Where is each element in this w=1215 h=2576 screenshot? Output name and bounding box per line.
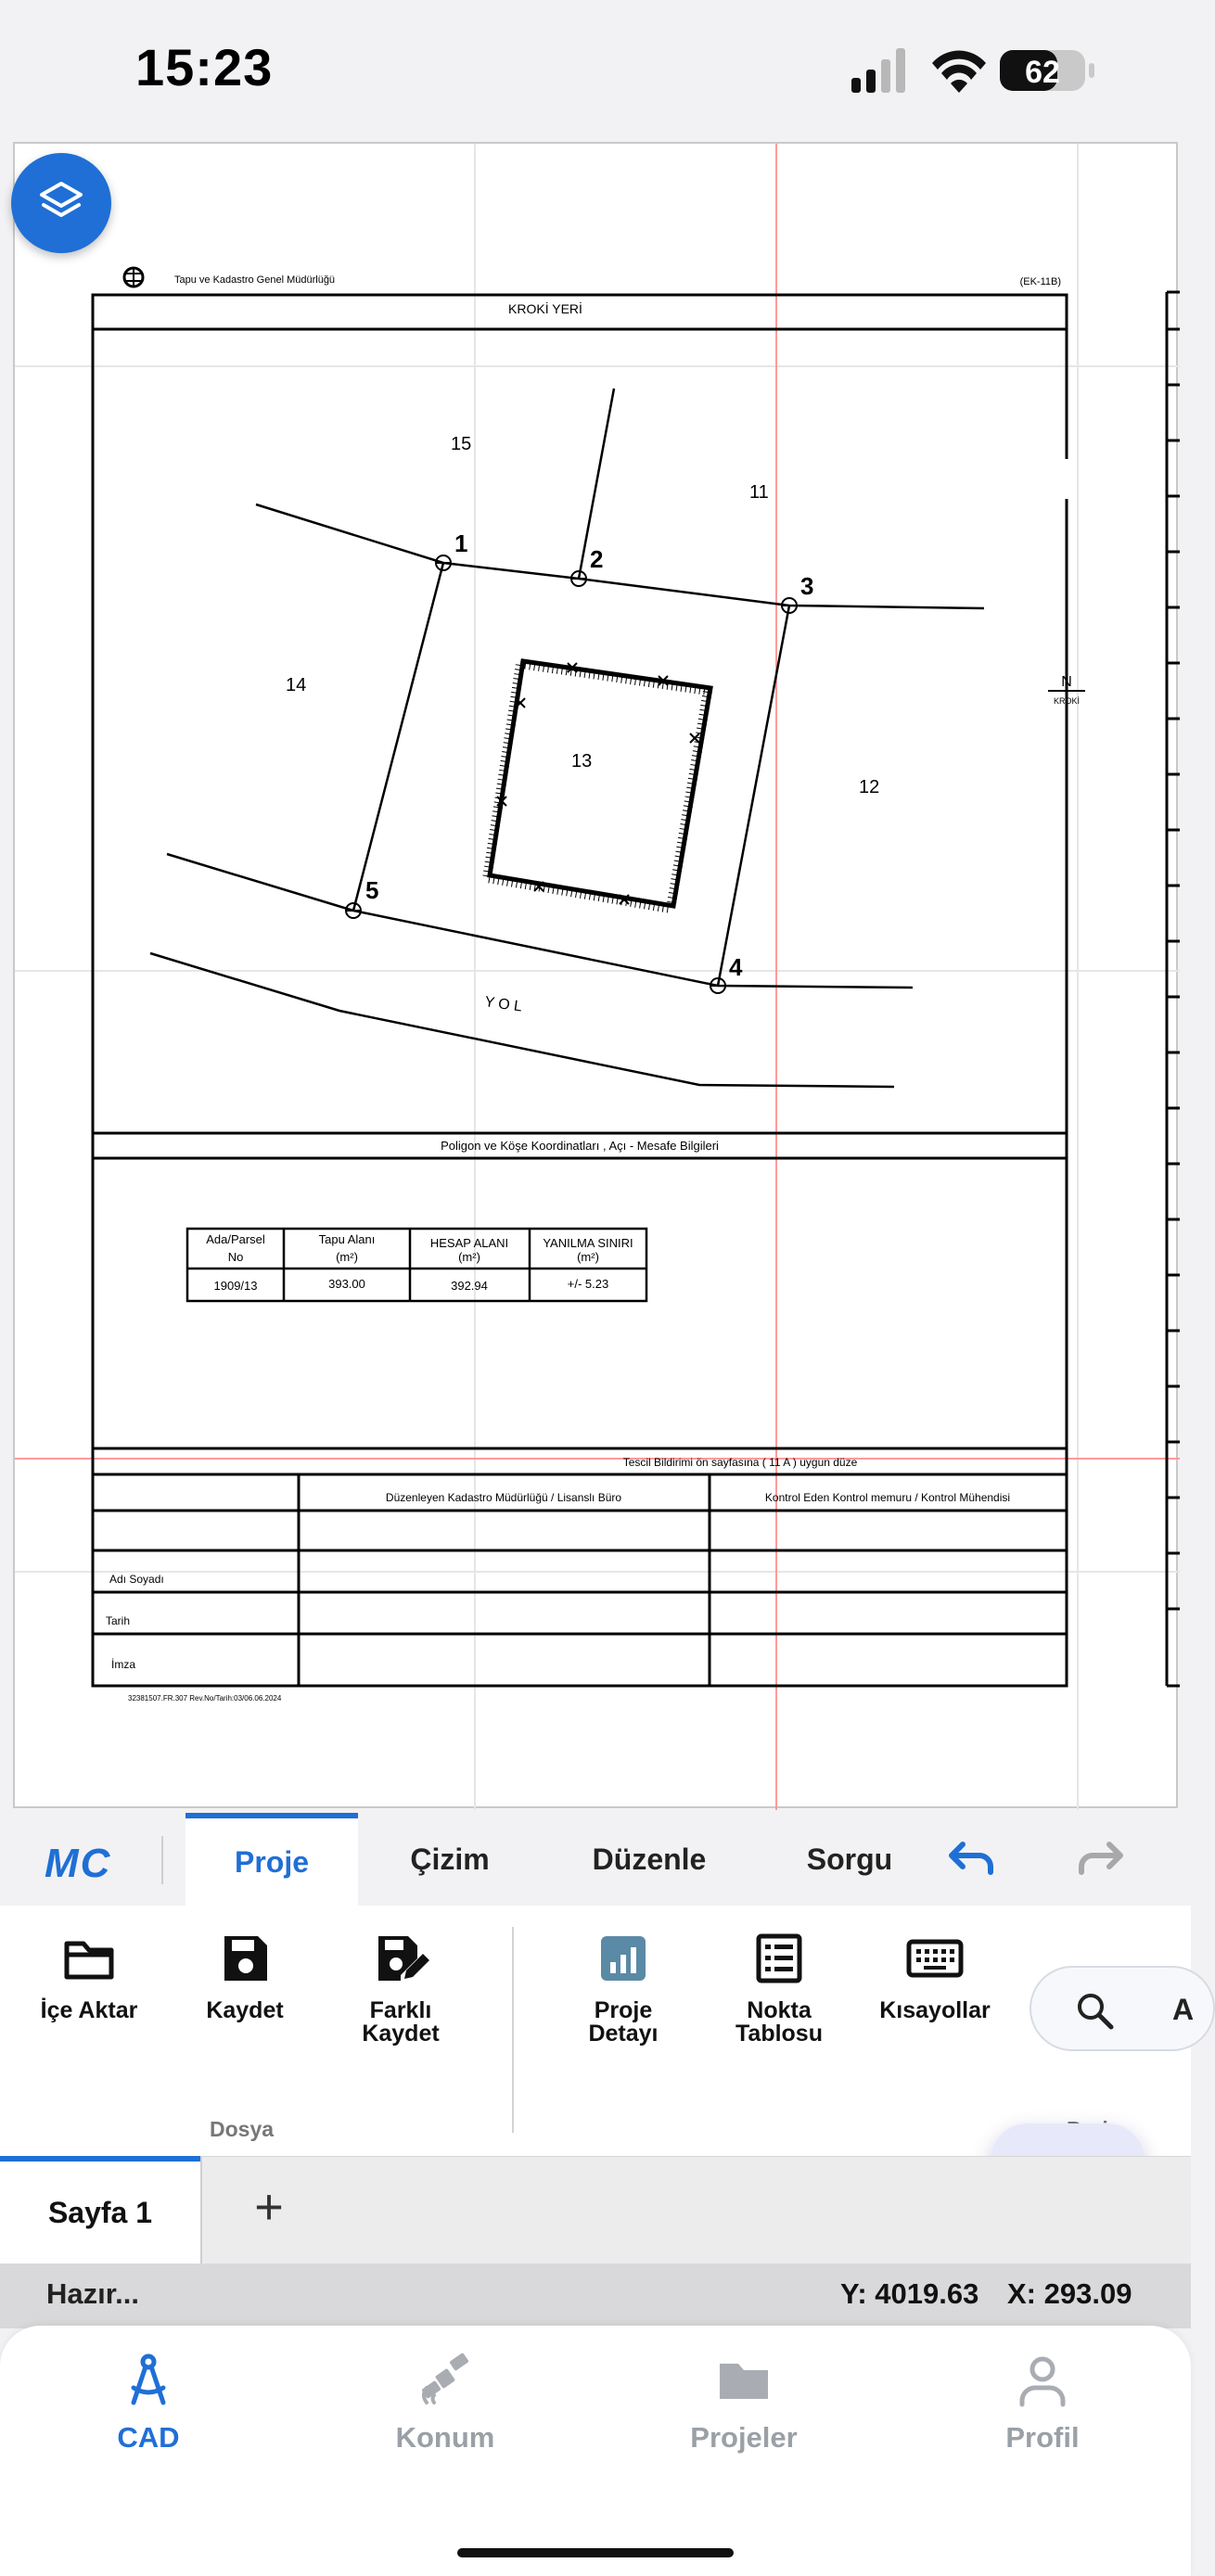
svg-text:İmza: İmza — [111, 1658, 136, 1671]
keyboard-icon — [905, 1929, 965, 1988]
save-as-icon — [371, 1929, 430, 1988]
svg-text:1: 1 — [454, 529, 468, 557]
shortcuts-label: Kısayollar — [879, 1997, 991, 2023]
svg-text:13: 13 — [571, 751, 593, 772]
x-coordinate: X: 293.09 — [1007, 2277, 1132, 2310]
svg-text:4: 4 — [729, 953, 743, 981]
svg-text:14: 14 — [286, 675, 307, 695]
page-tab-1[interactable]: Sayfa 1 — [0, 2156, 200, 2264]
nav-cad[interactable] — [46, 2351, 250, 2455]
point-table-button[interactable] — [705, 1929, 853, 2046]
layers-icon — [36, 178, 86, 228]
wifi-icon — [932, 51, 986, 93]
search-text: A — [1172, 1993, 1195, 2026]
svg-text:KROKİ: KROKİ — [1053, 696, 1081, 706]
svg-text:YANILMA SINIRI: YANILMA SINIRI — [543, 1236, 633, 1250]
y-coordinate: Y: 4019.63 — [840, 2277, 979, 2310]
svg-text:Kontrol Eden Kontrol memuru /: Kontrol Eden Kontrol memuru / Kontrol Mühendisi — [764, 1491, 1011, 1504]
point-table-label: Nokta Tablosu — [735, 1997, 823, 2047]
tkgm-logo — [124, 268, 143, 287]
building-outline — [487, 661, 710, 909]
import-label: İçe Aktar — [40, 1997, 138, 2023]
nav-konum[interactable] — [343, 2351, 547, 2455]
add-page-button[interactable]: + — [254, 2179, 284, 2235]
cellular-signal-icon — [851, 48, 905, 93]
svg-text:11: 11 — [749, 482, 769, 503]
battery-level: 62 — [1025, 55, 1060, 90]
sheet-frame — [93, 295, 1067, 1686]
save-as-button[interactable] — [326, 1929, 475, 2046]
shortcuts-button[interactable] — [861, 1929, 1009, 2022]
save-as-label: Farklı Kaydet — [362, 1997, 440, 2047]
tab-duzenle[interactable]: Düzenle — [592, 1842, 707, 1876]
svg-text:Düzenleyen Kadastro Müdürlüğü: Düzenleyen Kadastro Müdürlüğü / Lisanslı Büro — [385, 1491, 622, 1504]
svg-text:(m²): (m²) — [336, 1250, 358, 1264]
layers-button[interactable] — [11, 153, 111, 253]
signature-block — [106, 1456, 1010, 1671]
home-indicator — [457, 2548, 734, 2557]
svg-text:+/- 5.23: +/- 5.23 — [567, 1277, 609, 1291]
tab-sorgu[interactable]: Sorgu — [806, 1842, 893, 1876]
import-button[interactable] — [15, 1929, 163, 2022]
svg-text:1909/13: 1909/13 — [213, 1279, 258, 1293]
app-logo: MC — [45, 1841, 112, 1886]
svg-text:Ada/Parsel: Ada/Parsel — [206, 1232, 265, 1246]
tab-divider — [161, 1836, 163, 1884]
project-detail-icon — [594, 1929, 653, 1988]
group-label-dosya: Dosya — [210, 2117, 275, 2141]
road-label: Y O L — [483, 994, 524, 1015]
satellite-icon — [416, 2351, 475, 2410]
canvas-grid — [15, 144, 1180, 1810]
svg-text:Adı Soyadı: Adı Soyadı — [109, 1573, 164, 1586]
page-tab-separator — [200, 2156, 202, 2264]
cad-canvas[interactable] — [13, 142, 1178, 1808]
project-detail-label: Proje Detayı — [588, 1997, 659, 2047]
nav-projeler-label: Projeler — [690, 2421, 798, 2454]
nav-projeler[interactable] — [642, 2351, 846, 2455]
person-icon — [1013, 2351, 1072, 2410]
footer-code: 32381507.FR.307 Rev.No/Tarih:03/06.06.2024 — [128, 1694, 282, 1702]
save-label: Kaydet — [206, 1997, 284, 2023]
parcel-labels — [286, 434, 879, 797]
undo-icon[interactable] — [942, 1841, 998, 1881]
tab-cizim[interactable]: Çizim — [410, 1842, 490, 1876]
svg-text:N: N — [1061, 674, 1072, 690]
group-separator — [512, 1927, 514, 2133]
search-icon — [1074, 1990, 1115, 2031]
point-table-icon — [749, 1929, 809, 1988]
svg-text:15: 15 — [451, 434, 472, 454]
nav-profil[interactable] — [940, 2351, 1145, 2455]
svg-text:Tescil Bildirimi ön sayfasına: Tescil Bildirimi ön sayfasına ( 11 A ) uygun düze — [622, 1456, 858, 1469]
adjacent-sheet-edge — [1167, 292, 1180, 1686]
status-icons — [851, 45, 1102, 96]
svg-text:Tapu Alanı: Tapu Alanı — [318, 1232, 376, 1246]
svg-text:12: 12 — [859, 777, 880, 797]
project-detail-button[interactable] — [549, 1929, 697, 2046]
status-time: 15:23 — [135, 38, 274, 96]
header-left-text: Tapu ve Kadastro Genel Müdürlüğü — [174, 274, 336, 286]
svg-text:(m²): (m²) — [577, 1250, 599, 1264]
battery-icon — [1000, 50, 1094, 91]
parcel-sketch — [150, 389, 984, 1087]
svg-text:Tarih: Tarih — [106, 1614, 131, 1627]
folder-icon — [59, 1929, 119, 1988]
svg-text:393.00: 393.00 — [328, 1277, 365, 1291]
search-box[interactable] — [1030, 1966, 1215, 2051]
nav-cad-label: CAD — [117, 2421, 180, 2454]
svg-text:392.94: 392.94 — [451, 1279, 488, 1293]
save-button[interactable] — [171, 1929, 319, 2022]
svg-text:No: No — [227, 1250, 244, 1264]
header-right-text: (EK-11B) — [1019, 276, 1061, 287]
polygon-title: Poligon ve Köşe Koordinatları , Açı - Mesafe Bilgileri — [441, 1139, 719, 1153]
svg-text:HESAP ALANI: HESAP ALANI — [429, 1236, 509, 1250]
nav-profil-label: Profil — [1005, 2421, 1080, 2454]
svg-text:3: 3 — [800, 572, 814, 600]
section-title: KROKİ YERİ — [508, 301, 582, 316]
svg-text:2: 2 — [590, 545, 604, 573]
area-table — [187, 1229, 646, 1301]
drawing-sheet — [15, 144, 1180, 1810]
redo-icon[interactable] — [1074, 1841, 1130, 1881]
save-icon — [215, 1929, 275, 1988]
status-text: Hazır... — [46, 2277, 139, 2310]
folder-icon — [714, 2351, 774, 2410]
svg-text:(m²): (m²) — [458, 1250, 480, 1264]
tab-proje[interactable]: Proje — [185, 1813, 358, 1906]
nav-konum-label: Konum — [395, 2421, 495, 2454]
compass-icon — [119, 2351, 178, 2410]
svg-text:5: 5 — [365, 876, 379, 904]
